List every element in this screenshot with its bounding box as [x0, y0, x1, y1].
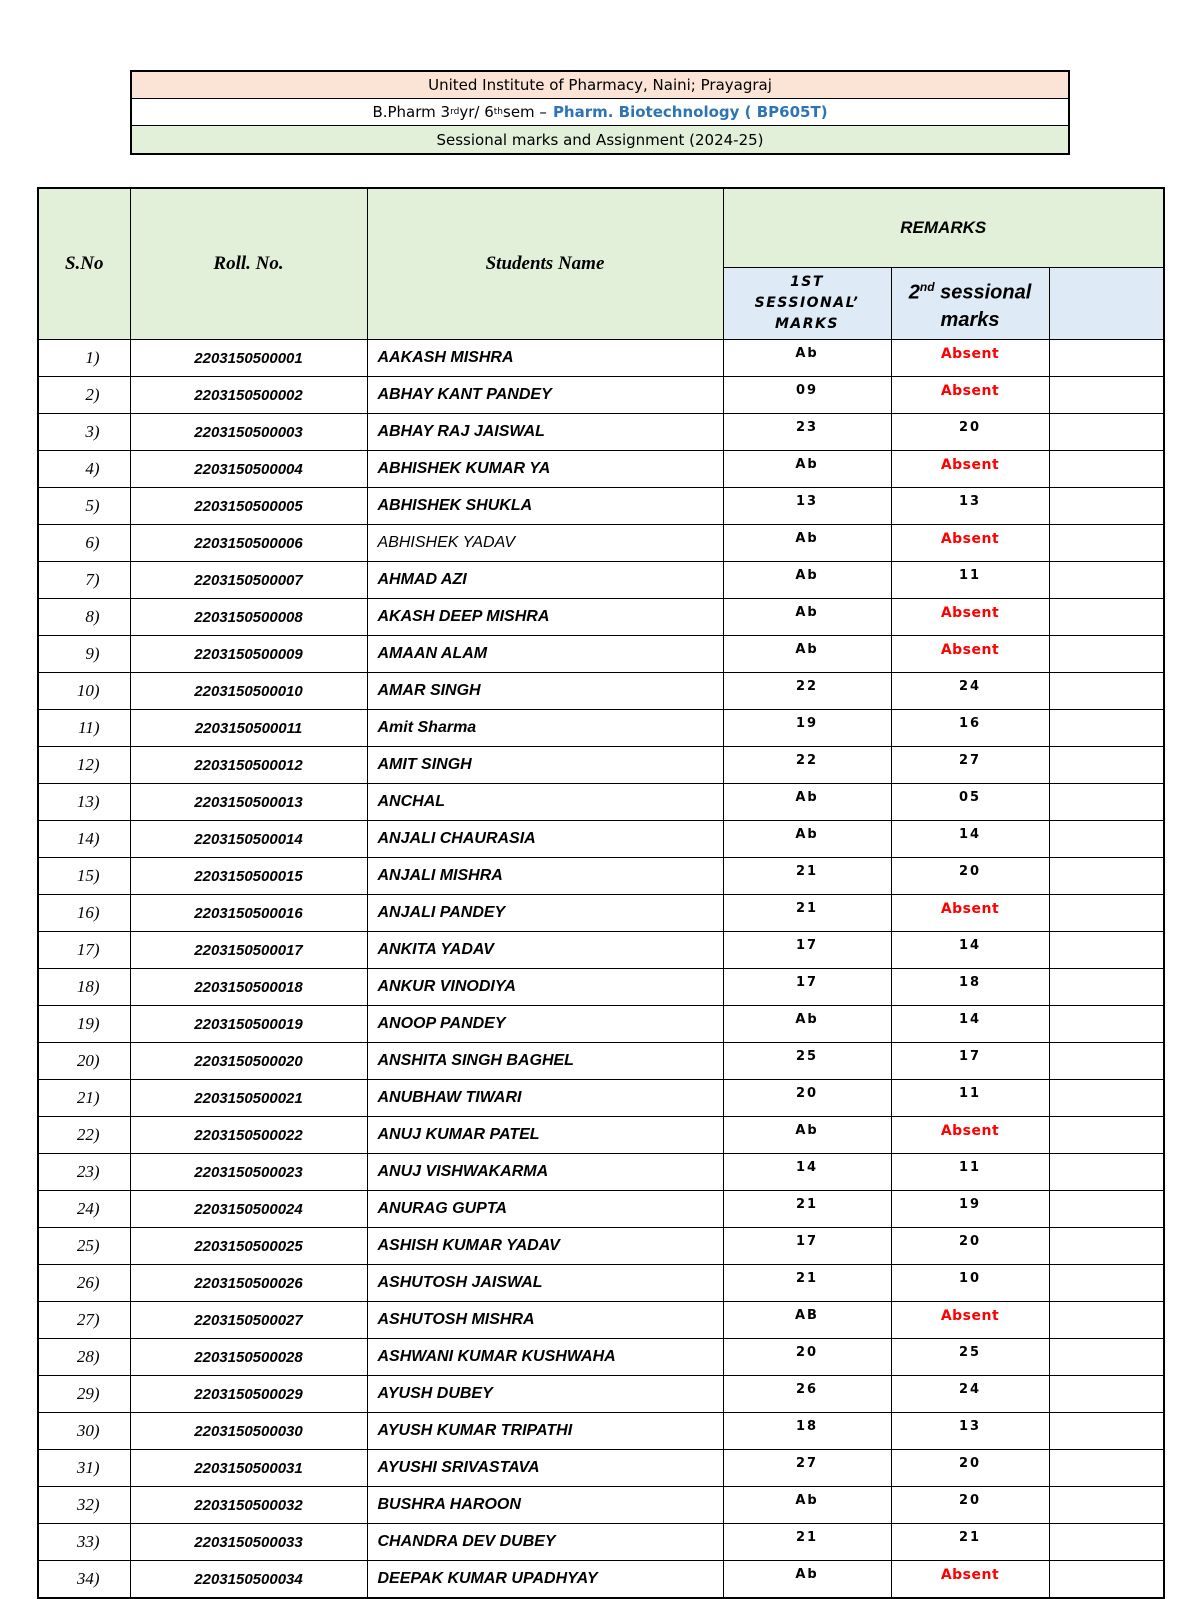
row-roll-number: 2203150500019: [130, 1006, 367, 1043]
row-sno: 8): [38, 599, 130, 636]
row-student-name: ANKITA YADAV: [367, 932, 723, 969]
row-second-sessional-mark: Absent: [891, 340, 1049, 377]
row-student-name: ANSHITA SINGH BAGHEL: [367, 1043, 723, 1080]
row-first-sessional-mark: 22: [723, 673, 891, 710]
row-second-sessional-mark: 20: [891, 1228, 1049, 1265]
row-blank-cell: [1049, 1302, 1164, 1339]
row-sno: 6): [38, 525, 130, 562]
row-sno: 32): [38, 1487, 130, 1524]
col-header-second-sessional: [891, 268, 1049, 340]
row-sno: 17): [38, 932, 130, 969]
row-second-sessional-mark: Absent: [891, 599, 1049, 636]
row-roll-number: 2203150500009: [130, 636, 367, 673]
row-student-name: ABHISHEK KUMAR YA: [367, 451, 723, 488]
row-sno: 26): [38, 1265, 130, 1302]
course-line: [132, 99, 1068, 126]
table-row: [38, 673, 1164, 710]
row-sno: 4): [38, 451, 130, 488]
row-sno: 13): [38, 784, 130, 821]
row-first-sessional-mark: Ab: [723, 784, 891, 821]
row-roll-number: 2203150500031: [130, 1450, 367, 1487]
row-first-sessional-mark: 23: [723, 414, 891, 451]
row-second-sessional-mark: 21: [891, 1524, 1049, 1561]
row-first-sessional-mark: Ab: [723, 1487, 891, 1524]
row-blank-cell: [1049, 1339, 1164, 1376]
row-second-sessional-mark: 13: [891, 488, 1049, 525]
row-first-sessional-mark: 18: [723, 1413, 891, 1450]
row-blank-cell: [1049, 784, 1164, 821]
row-student-name: ANOOP PANDEY: [367, 1006, 723, 1043]
row-second-sessional-mark: 14: [891, 932, 1049, 969]
marks-table: [37, 187, 1165, 1599]
row-blank-cell: [1049, 1376, 1164, 1413]
row-first-sessional-mark: 25: [723, 1043, 891, 1080]
row-student-name: ANJALI PANDEY: [367, 895, 723, 932]
row-roll-number: 2203150500014: [130, 821, 367, 858]
first-sessional-line1: 1ST: [790, 274, 824, 290]
col-header-sno: S.No: [38, 188, 130, 340]
row-blank-cell: [1049, 414, 1164, 451]
row-sno: 19): [38, 1006, 130, 1043]
row-roll-number: 2203150500007: [130, 562, 367, 599]
row-blank-cell: [1049, 747, 1164, 784]
row-sno: 9): [38, 636, 130, 673]
row-roll-number: 2203150500028: [130, 1339, 367, 1376]
table-row: [38, 710, 1164, 747]
table-row: [38, 488, 1164, 525]
row-sno: 27): [38, 1302, 130, 1339]
table-row: [38, 1080, 1164, 1117]
course-sup-rd: rd: [450, 107, 460, 117]
row-blank-cell: [1049, 1228, 1164, 1265]
row-second-sessional-mark: 16: [891, 710, 1049, 747]
row-student-name: ANUJ VISHWAKARMA: [367, 1154, 723, 1191]
row-first-sessional-mark: Ab: [723, 1561, 891, 1599]
row-second-sessional-mark: Absent: [891, 525, 1049, 562]
row-first-sessional-mark: Ab: [723, 599, 891, 636]
row-student-name: AKASH DEEP MISHRA: [367, 599, 723, 636]
row-sno: 11): [38, 710, 130, 747]
row-first-sessional-mark: 17: [723, 932, 891, 969]
row-second-sessional-mark: 27: [891, 747, 1049, 784]
row-blank-cell: [1049, 673, 1164, 710]
row-second-sessional-mark: 11: [891, 1154, 1049, 1191]
row-second-sessional-mark: 20: [891, 1487, 1049, 1524]
row-student-name: ASHWANI KUMAR KUSHWAHA: [367, 1339, 723, 1376]
row-sno: 34): [38, 1561, 130, 1599]
row-blank-cell: [1049, 710, 1164, 747]
row-roll-number: 2203150500029: [130, 1376, 367, 1413]
row-blank-cell: [1049, 1487, 1164, 1524]
table-row: [38, 784, 1164, 821]
col-header-roll: Roll. No.: [130, 188, 367, 340]
row-first-sessional-mark: Ab: [723, 340, 891, 377]
row-blank-cell: [1049, 895, 1164, 932]
row-sno: 15): [38, 858, 130, 895]
row-blank-cell: [1049, 451, 1164, 488]
row-second-sessional-mark: 14: [891, 821, 1049, 858]
row-second-sessional-mark: 20: [891, 858, 1049, 895]
row-sno: 18): [38, 969, 130, 1006]
row-second-sessional-mark: 19: [891, 1191, 1049, 1228]
row-first-sessional-mark: 17: [723, 969, 891, 1006]
row-sno: 12): [38, 747, 130, 784]
row-student-name: BUSHRA HAROON: [367, 1487, 723, 1524]
row-blank-cell: [1049, 340, 1164, 377]
row-first-sessional-mark: 22: [723, 747, 891, 784]
second-sessional-sup: nd: [919, 279, 935, 294]
row-second-sessional-mark: 13: [891, 1413, 1049, 1450]
col-header-name: Students Name: [367, 188, 723, 340]
row-roll-number: 2203150500011: [130, 710, 367, 747]
row-blank-cell: [1049, 969, 1164, 1006]
table-row: [38, 1228, 1164, 1265]
row-sno: 30): [38, 1413, 130, 1450]
table-row: [38, 377, 1164, 414]
row-roll-number: 2203150500005: [130, 488, 367, 525]
row-sno: 23): [38, 1154, 130, 1191]
row-blank-cell: [1049, 821, 1164, 858]
row-sno: 31): [38, 1450, 130, 1487]
row-roll-number: 2203150500001: [130, 340, 367, 377]
table-row: [38, 1339, 1164, 1376]
row-second-sessional-mark: 11: [891, 562, 1049, 599]
table-row: [38, 1487, 1164, 1524]
table-row: [38, 562, 1164, 599]
row-first-sessional-mark: Ab: [723, 525, 891, 562]
row-sno: 1): [38, 340, 130, 377]
row-blank-cell: [1049, 1006, 1164, 1043]
row-second-sessional-mark: Absent: [891, 451, 1049, 488]
second-sessional-line2: marks: [940, 309, 1000, 332]
row-sno: 14): [38, 821, 130, 858]
table-row: [38, 895, 1164, 932]
course-prefix: B.Pharm 3: [372, 103, 451, 121]
row-first-sessional-mark: 21: [723, 895, 891, 932]
row-sno: 2): [38, 377, 130, 414]
row-roll-number: 2203150500003: [130, 414, 367, 451]
row-blank-cell: [1049, 1117, 1164, 1154]
row-roll-number: 2203150500034: [130, 1561, 367, 1599]
row-sno: 24): [38, 1191, 130, 1228]
row-second-sessional-mark: 14: [891, 1006, 1049, 1043]
table-row: [38, 451, 1164, 488]
row-second-sessional-mark: 10: [891, 1265, 1049, 1302]
table-row: [38, 1006, 1164, 1043]
row-first-sessional-mark: 21: [723, 1265, 891, 1302]
row-student-name: ANJALI MISHRA: [367, 858, 723, 895]
table-row: [38, 969, 1164, 1006]
table-row: [38, 1043, 1164, 1080]
row-roll-number: 2203150500032: [130, 1487, 367, 1524]
row-student-name: ASHUTOSH MISHRA: [367, 1302, 723, 1339]
row-first-sessional-mark: 21: [723, 1191, 891, 1228]
row-student-name: ABHAY KANT PANDEY: [367, 377, 723, 414]
row-student-name: ABHISHEK YADAV: [367, 525, 723, 562]
row-roll-number: 2203150500027: [130, 1302, 367, 1339]
table-row: [38, 525, 1164, 562]
row-second-sessional-mark: 25: [891, 1339, 1049, 1376]
course-sup-th: th: [493, 107, 503, 117]
row-student-name: AYUSH KUMAR TRIPATHI: [367, 1413, 723, 1450]
col-header-first-sessional: [723, 268, 891, 340]
row-first-sessional-mark: 27: [723, 1450, 891, 1487]
row-student-name: ANUBHAW TIWARI: [367, 1080, 723, 1117]
row-second-sessional-mark: Absent: [891, 1302, 1049, 1339]
row-second-sessional-mark: Absent: [891, 1117, 1049, 1154]
row-student-name: AAKASH MISHRA: [367, 340, 723, 377]
institute-title: [132, 72, 1068, 99]
table-row: [38, 414, 1164, 451]
row-blank-cell: [1049, 1524, 1164, 1561]
row-blank-cell: [1049, 858, 1164, 895]
row-blank-cell: [1049, 1450, 1164, 1487]
row-sno: 5): [38, 488, 130, 525]
row-roll-number: 2203150500013: [130, 784, 367, 821]
row-roll-number: 2203150500022: [130, 1117, 367, 1154]
row-second-sessional-mark: 20: [891, 1450, 1049, 1487]
row-student-name: ANCHAL: [367, 784, 723, 821]
second-sessional-line1: sessional: [934, 281, 1032, 304]
table-body: [38, 340, 1164, 1599]
row-student-name: AMAR SINGH: [367, 673, 723, 710]
table-row: [38, 599, 1164, 636]
row-blank-cell: [1049, 1043, 1164, 1080]
row-first-sessional-mark: Ab: [723, 821, 891, 858]
row-student-name: AMAAN ALAM: [367, 636, 723, 673]
row-second-sessional-mark: 24: [891, 673, 1049, 710]
institute-name: United Institute of Pharmacy, Naini; Prayagraj: [428, 76, 772, 94]
table-row: [38, 636, 1164, 673]
row-first-sessional-mark: 14: [723, 1154, 891, 1191]
row-first-sessional-mark: Ab: [723, 636, 891, 673]
row-roll-number: 2203150500008: [130, 599, 367, 636]
row-sno: 16): [38, 895, 130, 932]
row-roll-number: 2203150500016: [130, 895, 367, 932]
row-roll-number: 2203150500017: [130, 932, 367, 969]
row-student-name: AYUSHI SRIVASTAVA: [367, 1450, 723, 1487]
row-first-sessional-mark: 17: [723, 1228, 891, 1265]
table-row: [38, 1265, 1164, 1302]
table-row: [38, 1413, 1164, 1450]
row-blank-cell: [1049, 1154, 1164, 1191]
row-roll-number: 2203150500025: [130, 1228, 367, 1265]
row-first-sessional-mark: 21: [723, 858, 891, 895]
table-row: [38, 1154, 1164, 1191]
row-blank-cell: [1049, 562, 1164, 599]
row-second-sessional-mark: 05: [891, 784, 1049, 821]
row-sno: 22): [38, 1117, 130, 1154]
row-blank-cell: [1049, 377, 1164, 414]
row-roll-number: 2203150500010: [130, 673, 367, 710]
row-sno: 28): [38, 1339, 130, 1376]
row-roll-number: 2203150500018: [130, 969, 367, 1006]
first-sessional-line2: SESSIONAL’: [754, 295, 860, 311]
table-header: [38, 188, 1164, 340]
table-row: [38, 1524, 1164, 1561]
row-student-name: ANJALI CHAURASIA: [367, 821, 723, 858]
row-student-name: AMIT SINGH: [367, 747, 723, 784]
row-second-sessional-mark: Absent: [891, 636, 1049, 673]
table-row: [38, 747, 1164, 784]
row-roll-number: 2203150500023: [130, 1154, 367, 1191]
row-blank-cell: [1049, 488, 1164, 525]
row-sno: 33): [38, 1524, 130, 1561]
row-roll-number: 2203150500012: [130, 747, 367, 784]
row-second-sessional-mark: 24: [891, 1376, 1049, 1413]
row-roll-number: 2203150500020: [130, 1043, 367, 1080]
row-roll-number: 2203150500002: [130, 377, 367, 414]
row-second-sessional-mark: 17: [891, 1043, 1049, 1080]
row-first-sessional-mark: AB: [723, 1302, 891, 1339]
row-student-name: AYUSH DUBEY: [367, 1376, 723, 1413]
row-second-sessional-mark: Absent: [891, 1561, 1049, 1599]
row-sno: 21): [38, 1080, 130, 1117]
row-second-sessional-mark: 20: [891, 414, 1049, 451]
row-first-sessional-mark: 26: [723, 1376, 891, 1413]
row-sno: 25): [38, 1228, 130, 1265]
row-first-sessional-mark: 09: [723, 377, 891, 414]
row-second-sessional-mark: 11: [891, 1080, 1049, 1117]
row-first-sessional-mark: 20: [723, 1339, 891, 1376]
table-row: [38, 1450, 1164, 1487]
second-sessional-prefix: 2: [908, 281, 920, 304]
table-row: [38, 1561, 1164, 1599]
row-first-sessional-mark: Ab: [723, 562, 891, 599]
session-line: [132, 126, 1068, 153]
course-suffix: sem –: [503, 103, 547, 121]
row-roll-number: 2203150500033: [130, 1524, 367, 1561]
table-row: [38, 821, 1164, 858]
row-sno: 10): [38, 673, 130, 710]
table-row: [38, 340, 1164, 377]
row-second-sessional-mark: Absent: [891, 377, 1049, 414]
row-blank-cell: [1049, 525, 1164, 562]
row-roll-number: 2203150500030: [130, 1413, 367, 1450]
row-sno: 7): [38, 562, 130, 599]
row-second-sessional-mark: Absent: [891, 895, 1049, 932]
row-first-sessional-mark: 20: [723, 1080, 891, 1117]
subject-name: Pharm. Biotechnology ( BP605T): [552, 103, 828, 121]
document-header: [130, 70, 1070, 155]
row-student-name: ASHUTOSH JAISWAL: [367, 1265, 723, 1302]
table-row: [38, 1302, 1164, 1339]
row-roll-number: 2203150500021: [130, 1080, 367, 1117]
row-student-name: ANURAG GUPTA: [367, 1191, 723, 1228]
row-first-sessional-mark: 13: [723, 488, 891, 525]
row-first-sessional-mark: 19: [723, 710, 891, 747]
row-student-name: DEEPAK KUMAR UPADHYAY: [367, 1561, 723, 1599]
row-sno: 20): [38, 1043, 130, 1080]
table-row: [38, 858, 1164, 895]
row-student-name: ABHAY RAJ JAISWAL: [367, 414, 723, 451]
row-blank-cell: [1049, 599, 1164, 636]
table-row: [38, 1376, 1164, 1413]
row-student-name: ABHISHEK SHUKLA: [367, 488, 723, 525]
row-blank-cell: [1049, 1413, 1164, 1450]
row-first-sessional-mark: Ab: [723, 1006, 891, 1043]
row-blank-cell: [1049, 1265, 1164, 1302]
table-row: [38, 932, 1164, 969]
row-roll-number: 2203150500004: [130, 451, 367, 488]
row-roll-number: 2203150500006: [130, 525, 367, 562]
row-student-name: ANUJ KUMAR PATEL: [367, 1117, 723, 1154]
row-blank-cell: [1049, 636, 1164, 673]
row-blank-cell: [1049, 1561, 1164, 1599]
table-row: [38, 1117, 1164, 1154]
row-sno: 3): [38, 414, 130, 451]
col-header-remarks: REMARKS: [723, 188, 1164, 268]
session-text: Sessional marks and Assignment (2024-25): [436, 130, 764, 149]
row-sno: 29): [38, 1376, 130, 1413]
row-roll-number: 2203150500026: [130, 1265, 367, 1302]
row-second-sessional-mark: 18: [891, 969, 1049, 1006]
course-mid: yr/ 6: [459, 103, 494, 121]
row-roll-number: 2203150500024: [130, 1191, 367, 1228]
row-first-sessional-mark: Ab: [723, 1117, 891, 1154]
row-student-name: ANKUR VINODIYA: [367, 969, 723, 1006]
row-student-name: CHANDRA DEV DUBEY: [367, 1524, 723, 1561]
row-blank-cell: [1049, 1191, 1164, 1228]
row-first-sessional-mark: 21: [723, 1524, 891, 1561]
row-student-name: ASHISH KUMAR YADAV: [367, 1228, 723, 1265]
row-first-sessional-mark: Ab: [723, 451, 891, 488]
row-student-name: Amit Sharma: [367, 710, 723, 747]
first-sessional-line3: MARKS: [775, 316, 839, 332]
row-student-name: AHMAD AZI: [367, 562, 723, 599]
row-roll-number: 2203150500015: [130, 858, 367, 895]
row-blank-cell: [1049, 1080, 1164, 1117]
col-header-blank: [1049, 268, 1164, 340]
row-blank-cell: [1049, 932, 1164, 969]
table-row: [38, 1191, 1164, 1228]
